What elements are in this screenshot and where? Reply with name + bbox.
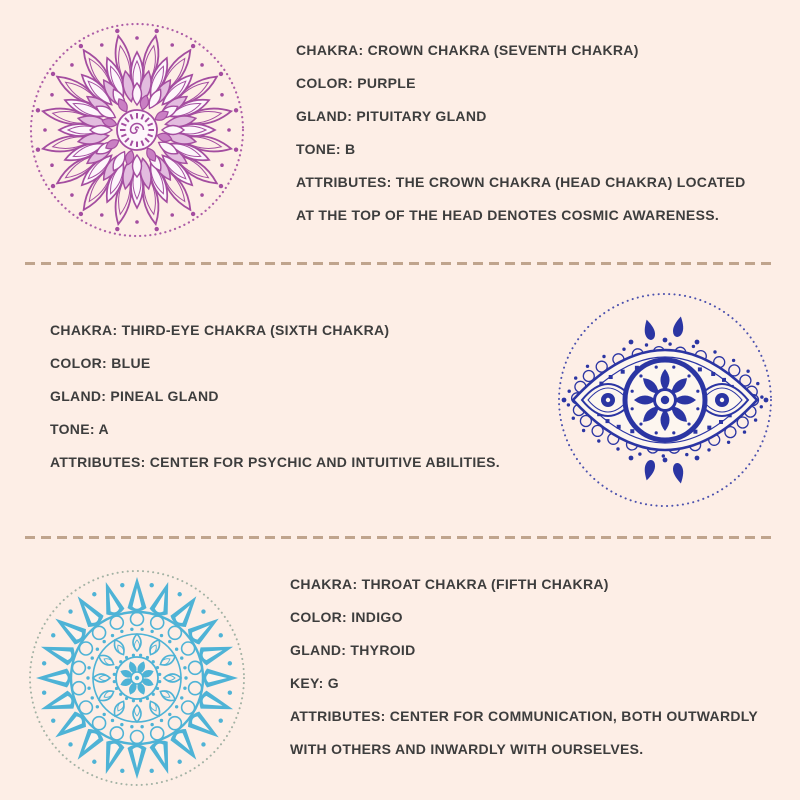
crown-tone-line: TONE: B bbox=[296, 141, 356, 157]
third-eye-gland-line: GLAND: PINEAL GLAND bbox=[50, 388, 219, 404]
throat-gland-line: GLAND: THYROID bbox=[290, 642, 416, 658]
throat-chakra-mandala-icon bbox=[22, 563, 252, 793]
crown-gland-line: GLAND: PITUITARY GLAND bbox=[296, 108, 487, 124]
crown-chakra-name-line: CHAKRA: CROWN CHAKRA (SEVENTH CHAKRA) bbox=[296, 42, 639, 58]
crown-attributes-line-2: AT THE TOP OF THE HEAD DENOTES COSMIC AWARENESS. bbox=[296, 207, 720, 223]
third-eye-chakra-illustration bbox=[545, 285, 785, 515]
throat-color-line: COLOR: INDIGO bbox=[290, 609, 403, 625]
third-eye-attributes-line: ATTRIBUTES: CENTER FOR PSYCHIC AND INTUITIVE ABILITIES. bbox=[50, 454, 500, 470]
crown-chakra-details bbox=[296, 34, 745, 232]
crown-color-line: COLOR: PURPLE bbox=[296, 75, 416, 91]
dashed-divider bbox=[25, 262, 775, 265]
third-eye-chakra-mandala-icon bbox=[545, 285, 785, 515]
dashed-divider bbox=[25, 536, 775, 539]
throat-attributes-line-1: ATTRIBUTES: CENTER FOR COMMUNICATION, BOTH OUTWARDLY bbox=[290, 708, 758, 724]
crown-attributes-line-1: ATTRIBUTES: THE CROWN CHAKRA (HEAD CHAKRA) LOCATED bbox=[296, 174, 746, 190]
throat-chakra-illustration bbox=[22, 563, 252, 793]
third-eye-color-line: COLOR: BLUE bbox=[50, 355, 151, 371]
throat-attributes-line-2: WITH OTHERS AND INWARDLY WITH OURSELVES. bbox=[290, 741, 644, 757]
crown-chakra-mandala-icon bbox=[22, 15, 252, 245]
third-eye-chakra-name-line: CHAKRA: THIRD-EYE CHAKRA (SIXTH CHAKRA) bbox=[50, 322, 390, 338]
third-eye-chakra-details bbox=[50, 314, 500, 479]
throat-key-line: KEY: G bbox=[290, 675, 339, 691]
throat-chakra-details bbox=[290, 568, 758, 766]
third-eye-tone-line: TONE: A bbox=[50, 421, 109, 437]
crown-chakra-illustration bbox=[22, 15, 252, 245]
throat-chakra-name-line: CHAKRA: THROAT CHAKRA (FIFTH CHAKRA) bbox=[290, 576, 609, 592]
